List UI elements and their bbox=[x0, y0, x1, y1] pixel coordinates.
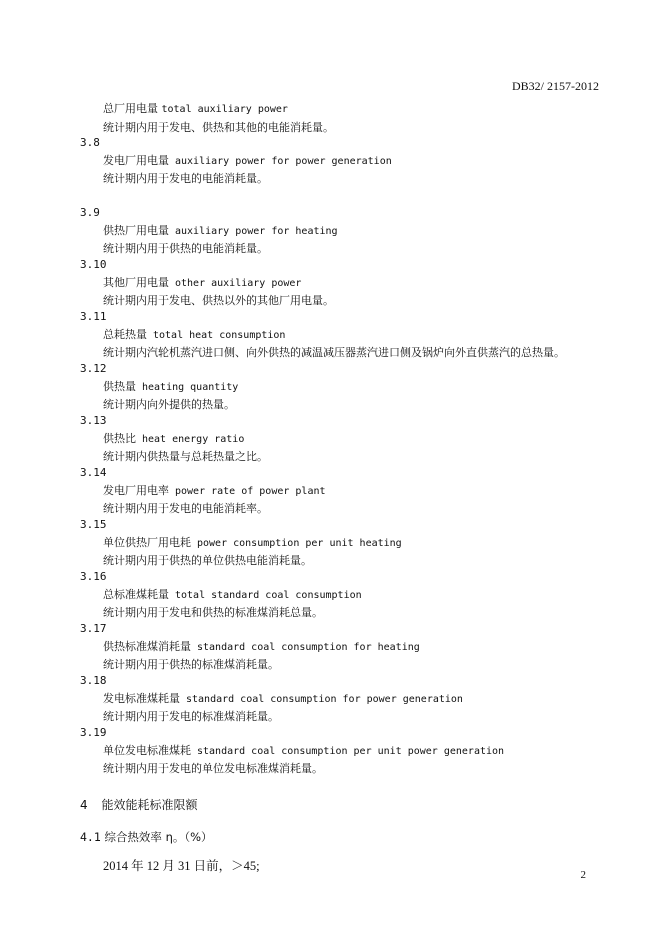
term-heading bbox=[103, 690, 463, 706]
term-heading bbox=[103, 378, 238, 394]
term-number: 3.9 bbox=[80, 206, 100, 219]
term-en: standard coal consumption for power generation bbox=[186, 694, 463, 705]
body-text: 2014 年 12 月 31 日前，＞45; bbox=[103, 859, 260, 873]
intro-definition: 统计期内用于发电、供热和其他的电能消耗量。 bbox=[103, 121, 334, 134]
term-definition: 统计期内用于发电的标准煤消耗量。 bbox=[103, 710, 279, 723]
term-heading bbox=[103, 638, 420, 654]
term-en: standard coal consumption for heating bbox=[197, 642, 420, 653]
document-code: DB32/ 2157-2012 bbox=[512, 79, 599, 93]
term-cn: 单位发电标准煤耗 bbox=[103, 744, 191, 757]
term-heading bbox=[103, 586, 362, 602]
term-definition: 统计期内用于发电的电能消耗量。 bbox=[103, 172, 268, 185]
term-cn: 发电厂用电率 bbox=[103, 484, 169, 497]
term-en: standard coal consumption per unit power generation bbox=[197, 746, 505, 757]
term-en: total heat consumption bbox=[153, 330, 286, 341]
term-heading bbox=[103, 430, 244, 446]
term-number: 3.10 bbox=[80, 258, 107, 271]
term-definition: 统计期内用于发电、供热以外的其他厂用电量。 bbox=[103, 294, 334, 307]
term-en: power consumption per unit heating bbox=[197, 538, 402, 549]
term-cn: 单位供热厂用电耗 bbox=[103, 536, 191, 549]
term-heading bbox=[103, 742, 504, 758]
term-cn: 总厂用电量 bbox=[103, 102, 158, 115]
term-definition: 统计期内汽轮机蒸汽进口侧、向外供热的减温减压器蒸汽进口侧及锅炉向外直供蒸汽的总热量。 bbox=[103, 346, 565, 359]
term-definition: 统计期内用于发电的单位发电标准煤消耗量。 bbox=[103, 762, 323, 775]
term-number: 3.18 bbox=[80, 674, 107, 687]
term-number: 3.12 bbox=[80, 362, 107, 375]
term-definition: 统计期内用于发电的电能消耗率。 bbox=[103, 502, 268, 515]
term-cn: 供热厂用电量 bbox=[103, 224, 169, 237]
term-cn: 发电标准煤耗量 bbox=[103, 692, 180, 705]
term-heading bbox=[103, 274, 301, 290]
term-definition: 统计期内用于供热的电能消耗量。 bbox=[103, 242, 268, 255]
term-en: total auxiliary power bbox=[161, 104, 288, 115]
term-heading bbox=[103, 534, 402, 550]
term-number: 3.13 bbox=[80, 414, 107, 427]
term-number: 3.16 bbox=[80, 570, 107, 583]
term-definition: 统计期内用于供热的标准煤消耗量。 bbox=[103, 658, 279, 671]
term-cn: 总标准煤耗量 bbox=[103, 588, 169, 601]
term-definition: 统计期内用于供热的单位供热电能消耗量。 bbox=[103, 554, 312, 567]
term-cn: 总耗热量 bbox=[103, 328, 147, 341]
page-number: 2 bbox=[580, 869, 586, 881]
term-en: total standard coal consumption bbox=[175, 590, 362, 601]
section-title: 能效能耗标准限额 bbox=[101, 798, 198, 812]
term-en: heat energy ratio bbox=[142, 434, 245, 445]
term-number: 3.15 bbox=[80, 518, 107, 531]
term-number: 3.17 bbox=[80, 622, 107, 635]
term-number: 3.14 bbox=[80, 466, 107, 479]
term-cn: 其他厂用电量 bbox=[103, 276, 169, 289]
term-number: 3.19 bbox=[80, 726, 107, 739]
section-number: 4 bbox=[80, 798, 88, 812]
subsection-heading bbox=[80, 829, 213, 845]
term-number: 3.8 bbox=[80, 136, 100, 149]
intro-term bbox=[103, 100, 288, 116]
term-en: heating quantity bbox=[142, 382, 239, 393]
term-definition: 统计期内供热量与总耗热量之比。 bbox=[103, 450, 268, 463]
term-en: auxiliary power for power generation bbox=[175, 156, 392, 167]
section-heading bbox=[80, 796, 197, 813]
term-en: auxiliary power for heating bbox=[175, 226, 338, 237]
term-en: other auxiliary power bbox=[175, 278, 302, 289]
term-en: power rate of power plant bbox=[175, 486, 326, 497]
term-definition: 统计期内向外提供的热量。 bbox=[103, 398, 235, 411]
term-number: 3.11 bbox=[80, 310, 107, 323]
subsection-number: 4.1 bbox=[80, 830, 101, 844]
term-cn: 供热量 bbox=[103, 380, 136, 393]
term-heading bbox=[103, 222, 338, 238]
subsection-title: 综合热效率 η。（%） bbox=[104, 830, 213, 844]
term-cn: 发电厂用电量 bbox=[103, 154, 169, 167]
term-definition: 统计期内用于发电和供热的标准煤消耗总量。 bbox=[103, 606, 323, 619]
term-cn: 供热比 bbox=[103, 432, 136, 445]
term-heading bbox=[103, 152, 392, 168]
term-heading bbox=[103, 326, 285, 342]
term-cn: 供热标准煤消耗量 bbox=[103, 640, 191, 653]
term-heading bbox=[103, 482, 326, 498]
